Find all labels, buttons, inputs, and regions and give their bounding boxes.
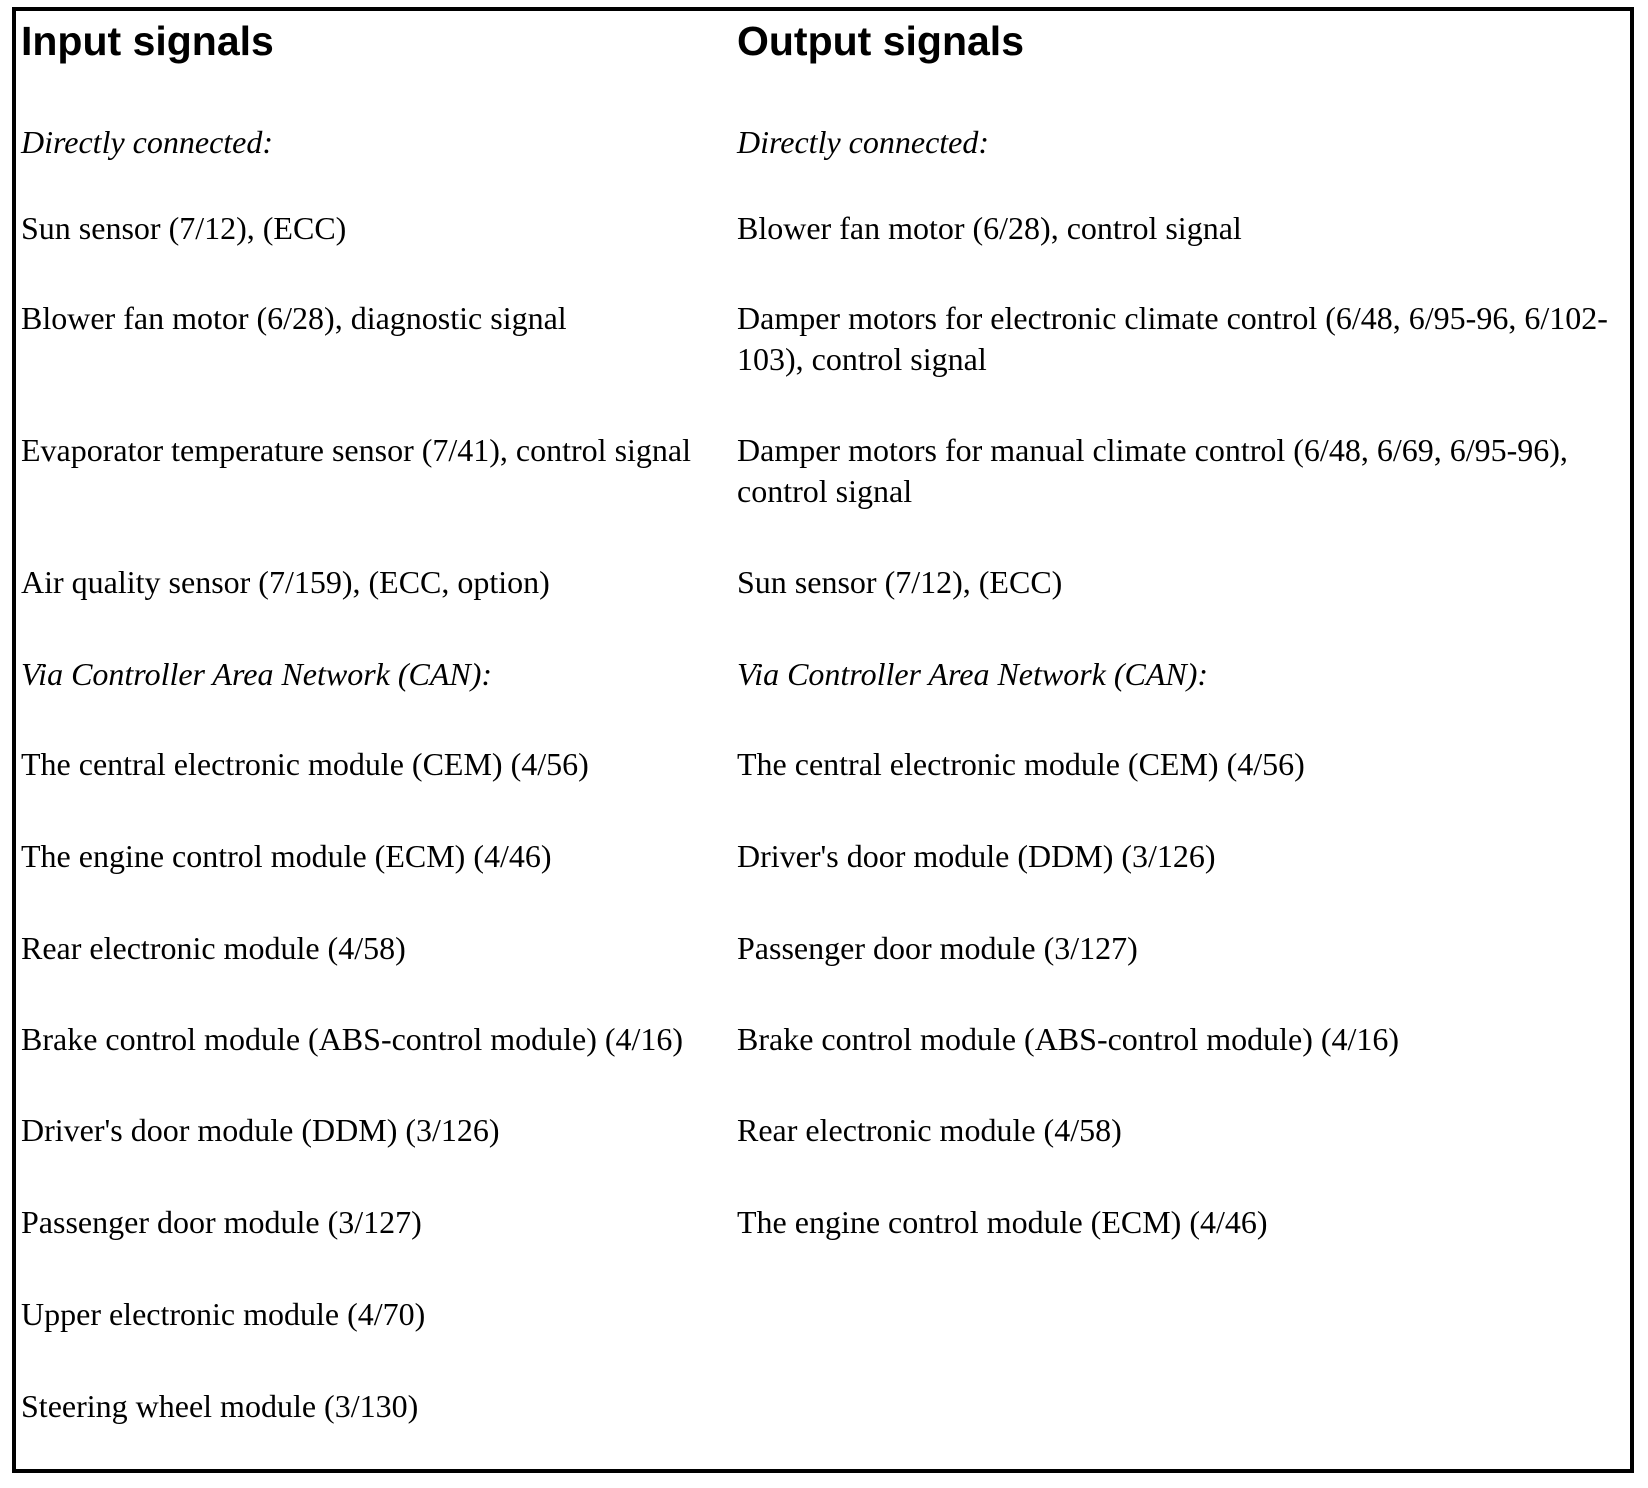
input-signal-item: Blower fan motor (6/28), diagnostic signal: [21, 300, 567, 336]
output-signal-item: Driver's door module (DDM) (3/126): [737, 838, 1216, 874]
input-signal-item: Evaporator temperature sensor (7/41), control signal: [21, 432, 691, 468]
input-signal-item: Steering wheel module (3/130): [21, 1388, 419, 1424]
signals-table: [12, 7, 1634, 1473]
input-signal-item: The central electronic module (CEM) (4/56): [21, 746, 589, 782]
input-signal-item: Sun sensor (7/12), (ECC): [21, 210, 347, 246]
output-signal-item: Blower fan motor (6/28), control signal: [737, 210, 1242, 246]
output-signals-heading: Output signals: [737, 18, 1024, 64]
output-signal-item: The engine control module (ECM) (4/46): [737, 1204, 1268, 1240]
output-section-label-direct: Directly connected:: [737, 124, 990, 160]
input-signals-heading: Input signals: [21, 18, 274, 64]
input-signal-item: Upper electronic module (4/70): [21, 1296, 426, 1332]
input-signal-item: Rear electronic module (4/58): [21, 930, 406, 966]
input-signal-item: Brake control module (ABS-control module) (4/16): [21, 1021, 684, 1057]
input-signal-item: The engine control module (ECM) (4/46): [21, 838, 552, 874]
input-signal-item: Passenger door module (3/127): [21, 1204, 422, 1240]
output-section-label-can: Via Controller Area Network (CAN):: [737, 656, 1209, 692]
output-signal-item: Brake control module (ABS-control module) (4/16): [737, 1021, 1400, 1057]
output-signal-item: Passenger door module (3/127): [737, 930, 1138, 966]
output-signal-item: Rear electronic module (4/58): [737, 1112, 1122, 1148]
input-signal-item: Air quality sensor (7/159), (ECC, option): [21, 564, 550, 600]
output-signal-item: The central electronic module (CEM) (4/56): [737, 746, 1305, 782]
output-signal-item: Damper motors for manual climate control (6/48, 6/69, 6/95-96), control signal: [737, 432, 1568, 509]
output-signal-item: Sun sensor (7/12), (ECC): [737, 564, 1063, 600]
output-signal-item: Damper motors for electronic climate control (6/48, 6/95-96, 6/102-103), control signal: [737, 300, 1608, 377]
input-section-label-can: Via Controller Area Network (CAN):: [21, 656, 493, 692]
input-section-label-direct: Directly connected:: [21, 124, 274, 160]
input-signal-item: Driver's door module (DDM) (3/126): [21, 1112, 500, 1148]
